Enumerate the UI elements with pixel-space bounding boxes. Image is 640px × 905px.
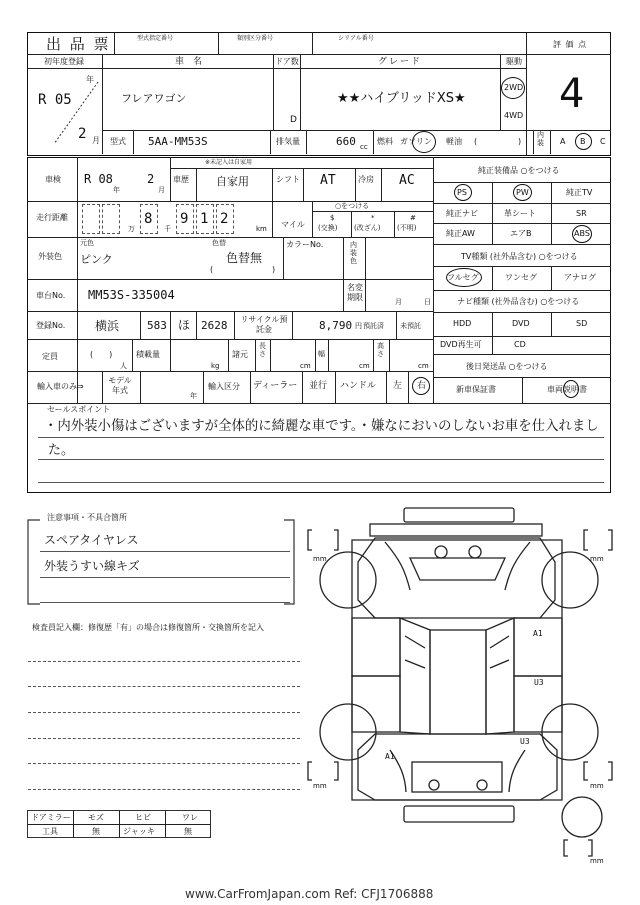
interior-color-label: 内装色: [350, 241, 357, 266]
height-cm-unit: cm: [418, 362, 429, 370]
recycle-unit: 円: [355, 322, 362, 330]
diagram-mm-spare: mm: [590, 857, 604, 865]
navi-dvd: DVD: [512, 319, 530, 328]
mileage-box-1: [82, 204, 100, 234]
diagram-mm-fr: mm: [590, 555, 604, 563]
diagram-mark-u3-right: U3: [534, 678, 544, 687]
sales-label: セールスポイント: [47, 405, 111, 414]
type-label: 型式: [110, 137, 126, 146]
first-reg-label: 初年度登録: [44, 57, 84, 66]
mileage-dollar-label: (交換): [318, 224, 338, 232]
displacement-value: 660: [336, 135, 356, 148]
fuel-gasoline: ガソリン: [400, 137, 432, 146]
diagram-pillar-right: [486, 618, 514, 734]
car-name-label: 車 名: [175, 57, 203, 67]
car-name-value: フレアワゴン: [121, 92, 187, 105]
height-label: 高さ: [377, 342, 384, 358]
diagram-door-rl: [352, 676, 400, 732]
mileage-box-2: [102, 204, 120, 234]
color-no-label: カラーNo.: [286, 240, 324, 249]
diagram-door-fl: [352, 618, 400, 676]
diagram-mm-fl: mm: [313, 555, 327, 563]
handle-right-circle: [412, 377, 430, 395]
rating-label: 評 価 点: [553, 40, 588, 49]
load-kg-unit: kg: [211, 362, 220, 370]
parts-h3: ヒビ: [135, 813, 151, 822]
first-reg-month-unit: 月: [92, 136, 100, 145]
diagram-windshield: [410, 558, 505, 580]
registration-class-no: 583: [147, 319, 167, 332]
shaken-year-unit: 年: [113, 186, 120, 194]
chassis-value: MM53S-335004: [88, 288, 175, 302]
parts-h1: ドアミラー: [31, 813, 71, 822]
mileage-dollar-symbol: $: [330, 214, 335, 222]
later-manual: 車両説明書: [547, 385, 587, 394]
interior-a: A: [560, 137, 566, 146]
fuel-paren-open: (: [474, 137, 478, 146]
shift-value: AT: [320, 173, 336, 188]
inspector-line-5: [28, 763, 300, 764]
shaken-month: 2: [147, 172, 155, 186]
diagram-mm-rr: mm: [590, 782, 604, 790]
diagram-front-body: [358, 538, 555, 618]
history-value: 自家用: [216, 175, 249, 188]
mileage-man-unit: 万: [128, 225, 135, 233]
fuel-paren-close: ): [518, 137, 522, 146]
capacity-unit: 人: [120, 362, 127, 370]
mileage-hash-label: (不明): [397, 224, 417, 232]
color-repaint-label: 色替: [212, 239, 226, 247]
interior-b: B: [580, 137, 586, 146]
diagram-mm-rl: mm: [313, 782, 327, 790]
capacity-label: 定員: [42, 352, 58, 361]
equip-ps: PS: [457, 188, 467, 197]
title-expiry-label: 名変期限: [347, 283, 363, 302]
later-warranty: 新車保証書: [456, 385, 496, 394]
mileage-circle-note: ○をつける: [335, 202, 370, 210]
sales-line-1: ・内外装小傷はございますが全体的に綺麗な車です。・嫌なにおいのしないお車を仕入れまし: [44, 419, 599, 434]
inspector-label: 検査員記入欄：修復歴「有」の場合は修復箇所・交換箇所を記入: [32, 623, 264, 632]
color-original-label: 元色: [80, 239, 94, 247]
inspector-line-4: [28, 738, 300, 739]
displacement-label: 排気量: [276, 137, 300, 146]
import-parallel: 並行: [309, 381, 328, 391]
type-value: 5AA-MM53S: [148, 135, 208, 148]
equipment-title: 純正装備品 ○をつける: [478, 166, 560, 175]
sales-line-2: た。: [48, 443, 75, 458]
equip-airbag: エアB: [510, 229, 532, 238]
interior-label: 内装: [537, 131, 544, 147]
shaken-month-unit: 月: [158, 186, 165, 194]
navi-sd: SD: [576, 319, 588, 328]
dvd-playback: DVD再生可: [440, 340, 482, 349]
cd-label: CD: [514, 340, 526, 349]
history-label: 車歴: [173, 175, 189, 184]
shift-label: シフト: [276, 175, 300, 184]
equip-abs: ABS: [574, 229, 590, 238]
page-title: 出 品 票: [46, 35, 111, 53]
inspector-line-6: [28, 789, 300, 790]
tv-analog: アナログ: [564, 273, 596, 282]
equip-aw: 純正AW: [446, 229, 475, 238]
drive-2wd-circle: [501, 77, 525, 99]
rating-value: 4: [559, 71, 585, 117]
title-expiry-month-unit: 月: [395, 298, 402, 306]
mileage-km-unit: km: [256, 225, 267, 233]
mileage-mile-label: マイル: [281, 220, 305, 229]
diagram-mark-a1-left: A1: [385, 752, 395, 761]
ac-value: AC: [399, 173, 415, 188]
diagram-rear-bumper: [404, 806, 514, 822]
parts-r4: 無: [184, 827, 192, 836]
color-label: 外装色: [38, 252, 62, 261]
registration-region: 横浜: [95, 319, 120, 333]
car-diagram: [300, 500, 615, 870]
interior-b-circle: [575, 133, 592, 150]
drive-2wd: 2WD: [504, 83, 524, 92]
model-year-unit: 年: [190, 392, 197, 400]
later-title: 後日発送品 ○をつける: [466, 362, 548, 371]
tv-fullseg: フルセグ: [447, 273, 479, 282]
color-paren-open: (: [210, 265, 214, 274]
serial-no-label: シリアル番号: [338, 35, 374, 42]
model-cert-no-label: 型式指定番号: [137, 35, 174, 42]
color-original-value: ピンク: [80, 253, 113, 266]
parts-h2: モズ: [88, 813, 104, 822]
notes-label: 注意事項・不具合箇所: [47, 513, 127, 522]
registration-kana: ほ: [178, 318, 191, 332]
mileage-label: 走行距離: [36, 213, 68, 222]
shaken-year: R 08: [84, 172, 113, 186]
recycle-value: 8,790: [319, 319, 353, 332]
history-note: ※未記入は自家用: [205, 159, 253, 166]
diagram-spare-tire: [562, 797, 602, 837]
drive-4wd: 4WD: [504, 111, 524, 120]
parts-h4: ワレ: [182, 813, 198, 822]
import-dealer: ディーラー: [253, 381, 298, 391]
title-expiry-day-unit: 日: [424, 298, 431, 306]
model-year-label: モデル年式: [108, 376, 132, 395]
handle-right: 右: [417, 381, 427, 391]
diagram-body-outline: [352, 540, 562, 800]
footer-ref: www.CarFromJapan.com Ref: CFJ1706888: [185, 887, 434, 901]
mileage-digit-4: 2: [220, 211, 229, 227]
equip-pw: PW: [516, 188, 529, 197]
later-manual-circle: [563, 380, 579, 398]
navi-title: ナビ種類 (社外品含む) ○をつける: [457, 297, 580, 306]
mileage-hash-symbol: #: [410, 214, 416, 222]
inspector-line-2: [28, 686, 300, 687]
width-label: 幅: [318, 350, 325, 358]
diagram-tailgate: [412, 762, 502, 792]
color-repaint-value: 色替無: [226, 251, 263, 265]
chassis-label: 車台No.: [36, 291, 66, 300]
note-line-2: 外装うすい線キズ: [44, 559, 140, 573]
diagram-door-fr: [514, 618, 562, 676]
equip-navi: 純正ナビ: [446, 209, 478, 218]
import-label: 輸入車のみ⇒: [37, 382, 84, 391]
mileage-sen-unit: 千: [164, 225, 171, 233]
equip-leather: 革シート: [504, 209, 536, 218]
parts-r2: 無: [92, 827, 100, 836]
interior-c: C: [600, 137, 606, 146]
recycle-deposited: 預託済: [363, 322, 384, 330]
inspector-line-1: [28, 661, 300, 662]
diagram-front-bumper: [404, 508, 514, 522]
equip-abs-circle: [572, 225, 592, 243]
drive-label: 駆動: [506, 57, 522, 66]
diagram-hood: [370, 524, 542, 536]
load-label: 積載量: [136, 350, 160, 359]
diagram-mirror-right: [469, 546, 481, 558]
diagram-mirror-left: [435, 546, 447, 558]
length-cm-unit: cm: [300, 362, 311, 370]
first-reg-year-unit: 年: [86, 75, 94, 84]
import-type-label: 輸入区分: [208, 382, 240, 391]
dims-label: 諸元: [232, 350, 248, 359]
navi-hdd: HDD: [453, 319, 472, 328]
color-paren-close: ): [272, 265, 276, 274]
mileage-digit-3: 1: [200, 211, 209, 227]
fuel-gasoline-circle: [412, 131, 436, 153]
mileage-digit-1: 8: [144, 211, 153, 227]
grade-value: ★★ハイブリッドXS★: [337, 91, 466, 106]
equip-tv: 純正TV: [566, 188, 593, 197]
diagram-mark-u3-lower: U3: [520, 737, 530, 746]
class-no-label: 類別区分番号: [237, 35, 274, 42]
equip-sr: SR: [576, 209, 587, 218]
handle-label: ハンドル: [340, 381, 377, 391]
mileage-digit-2: 9: [180, 211, 189, 227]
ac-label: 冷房: [358, 175, 374, 184]
parts-r1: 工具: [42, 827, 58, 836]
inspector-line-3: [28, 712, 300, 713]
diagram-wheel-fl: [320, 552, 376, 608]
mileage-asterisk-label: (改ざん): [354, 224, 381, 232]
diagram-roof: [430, 630, 486, 734]
note-line-1: スペアタイヤレス: [44, 533, 139, 547]
shaken-label: 車検: [45, 175, 61, 184]
fuel-label: 燃料: [377, 137, 393, 146]
mileage-asterisk-symbol: *: [371, 214, 375, 222]
tv-oneseg: ワンセグ: [505, 273, 537, 282]
tv-fullseg-circle: [446, 268, 482, 287]
doors-label: ドア数: [275, 57, 299, 66]
equip-pw-circle: [513, 184, 532, 201]
tv-title: TV種類 (社外品含む) ○をつける: [461, 252, 578, 261]
handle-left: 左: [393, 381, 403, 391]
displacement-unit: cc: [360, 143, 368, 151]
doors-value: D: [290, 115, 297, 125]
length-label: 長さ: [259, 342, 266, 358]
registration-number: 2628: [201, 319, 228, 332]
first-reg-month: 2: [78, 126, 87, 142]
recycle-label: リサイクル預託金: [240, 315, 288, 334]
equip-ps-circle: [454, 184, 472, 201]
parts-r3: ジャッキ: [123, 827, 155, 836]
fuel-diesel: 軽油: [446, 137, 462, 146]
grade-label: グレード: [378, 57, 423, 67]
recycle-not-deposited: 未預託: [400, 322, 421, 330]
registration-label: 登録No.: [36, 321, 66, 330]
diagram-mark-a1-right: A1: [533, 629, 543, 638]
first-reg-era-year: R 05: [38, 92, 72, 108]
capacity-paren: ( ): [90, 350, 113, 359]
diagram-pillar-left: [400, 618, 430, 734]
width-cm-unit: cm: [359, 362, 370, 370]
